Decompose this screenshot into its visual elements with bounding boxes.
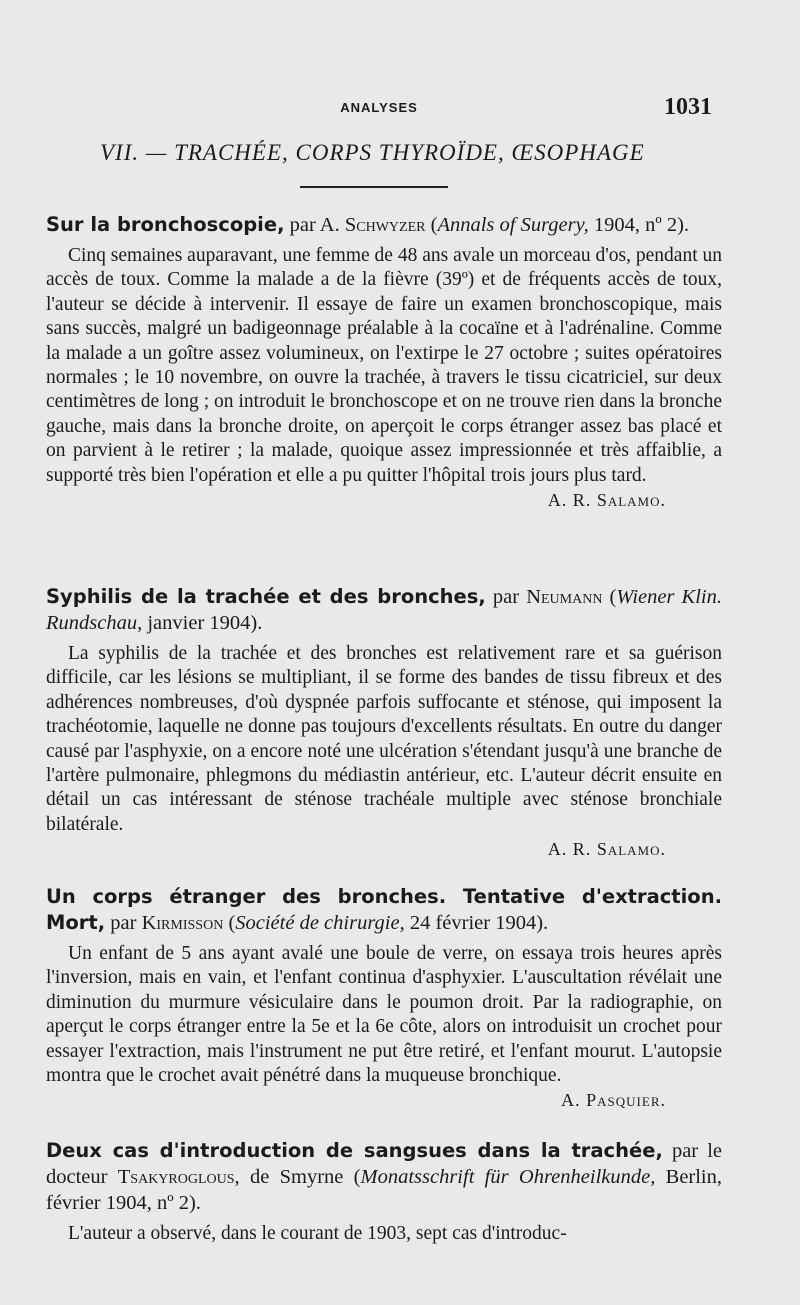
article-author: Schwyzer [344, 214, 426, 236]
article-title [46, 212, 722, 238]
article-source: Berlin, février 1904, nº 2). [46, 1166, 723, 1214]
article-source: 24 février 1904). [409, 912, 549, 934]
running-head [46, 96, 712, 120]
article-by: par A. [289, 214, 340, 236]
article-title [46, 1138, 722, 1216]
article-source-open: ( [430, 214, 438, 236]
article-text: La syphilis de la trachée et des bronches est relativement rare et sa guérison difficile, car les lésions se multipliant, il se forme des bandes de tissu fibreux et des adhérences nombreuses, d'où dyspnée parfois suffocante et sténose, qui imposent la trachéotomie, laquelle ne donne pas toujours d'excellents résultats. En outre du danger causé par l'asphyxie, on a encore noté une ulcération s'étendant jusqu'à une branche de l'artère pulmonaire, phlegmons du médiastin antérieur, etc. L'auteur décrit ensuite en détail un cas intéressant de sténose trachéale multiple avec sténose bronchiale bilatérale. [46, 643, 722, 835]
article-signature: A. R. Salamo. [547, 490, 666, 511]
article-author: Kirmisson [141, 912, 224, 934]
article-heading: Deux cas d'introduction de sangsues dans la trachée, [46, 1139, 663, 1162]
section-divider [300, 186, 448, 188]
article-signature: A. Pasquier. [561, 1090, 666, 1111]
section-title: VII. — TRACHÉE, CORPS THYROÏDE, ŒSOPHAGE [100, 140, 645, 165]
page-number: 1031 [664, 94, 712, 120]
article-author: Neumann [526, 586, 603, 608]
article-journal: Annals of Surgery, [437, 214, 589, 236]
article-author: Tsakyroglous [117, 1166, 235, 1188]
running-head-label: ANALYSES [340, 100, 418, 115]
article-body [46, 642, 722, 862]
article-title [46, 584, 722, 636]
article-title [46, 884, 722, 936]
article-text: Un enfant de 5 ans ayant avalé une boule de verre, on essaya trois heures après l'inversion, mais en vain, et l'enfant continua d'asphyxier. L'auscultation révélait une diminution du murmure vésiculaire dans le poumon droit. Par la radiographie, on aperçut le corps étranger entre la 5e et la 6e côte, alors on introduisit un crochet pour essayer l'extraction, mais l'instrument ne put être retiré, et l'enfant mourut. L'autopsie montra que le crochet avait pénétré dans la muqueuse bronchique. [46, 943, 722, 1087]
article-journal: Wiener Klin. Rundschau, [46, 586, 722, 634]
article-source-open: , de Smyrne ( [234, 1166, 361, 1188]
article-by: par [492, 586, 520, 608]
article-text: Cinq semaines auparavant, une femme de 48 ans avale un morceau d'os, pendant un accès de toux. Comme la malade a de la fièvre (39º) et de fréquents accès de toux, l'auteur se décide à intervenir. Il essaye de faire un examen bronchoscopique, mais sans succès, malgré un badigeonnage préalable à la cocaïne et à l'adrénaline. Comme la malade a un goître assez volumineux, on l'extirpe le 27 octobre ; suites opératoires normales ; le 10 novembre, on ouvre la trachée, à travers le tissu cicatriciel, sur deux centimètres de long ; on introduit le bronchoscope et on ne trouve rien dans la bronche gauche, mais dans la bronche droite, on aperçoit le corps étranger assez bas placé et on parvient à le retirer ; la malade, quoique assez impressionnée et très affaiblie, a supporté très bien l'opération et elle a pu quitter l'hôpital trois jours plus tard. [46, 245, 722, 486]
article-heading: Sur la bronchoscopie, [46, 213, 285, 236]
article-by: par le docteur [46, 1140, 722, 1188]
article-source: janvier 1904). [147, 612, 263, 634]
article-source: 1904, nº 2). [593, 214, 690, 236]
article-body [46, 244, 722, 511]
article-heading: Un corps étranger des bronches. Tentative d'extraction. Mort, [46, 885, 722, 934]
article-journal: Monatsschrift für Ohrenheilkunde, [360, 1166, 656, 1188]
article-by: par [110, 912, 137, 934]
article-sangsues [46, 1138, 722, 1246]
article-signature: A. R. Salamo. [547, 839, 666, 860]
article-journal: Société de chirurgie, [235, 912, 405, 934]
article-text: L'auteur a observé, dans le courant de 1903, sept cas d'introduc- [68, 1223, 567, 1244]
article-body [46, 1222, 722, 1246]
article-syphilis [46, 584, 722, 862]
article-corps-etranger [46, 884, 722, 1113]
article-bronchoscopie [46, 212, 722, 512]
article-heading: Syphilis de la trachée et des bronches, [46, 585, 486, 608]
article-body [46, 942, 722, 1111]
article-source-open: ( [609, 586, 617, 608]
article-source-open: ( [228, 912, 236, 934]
